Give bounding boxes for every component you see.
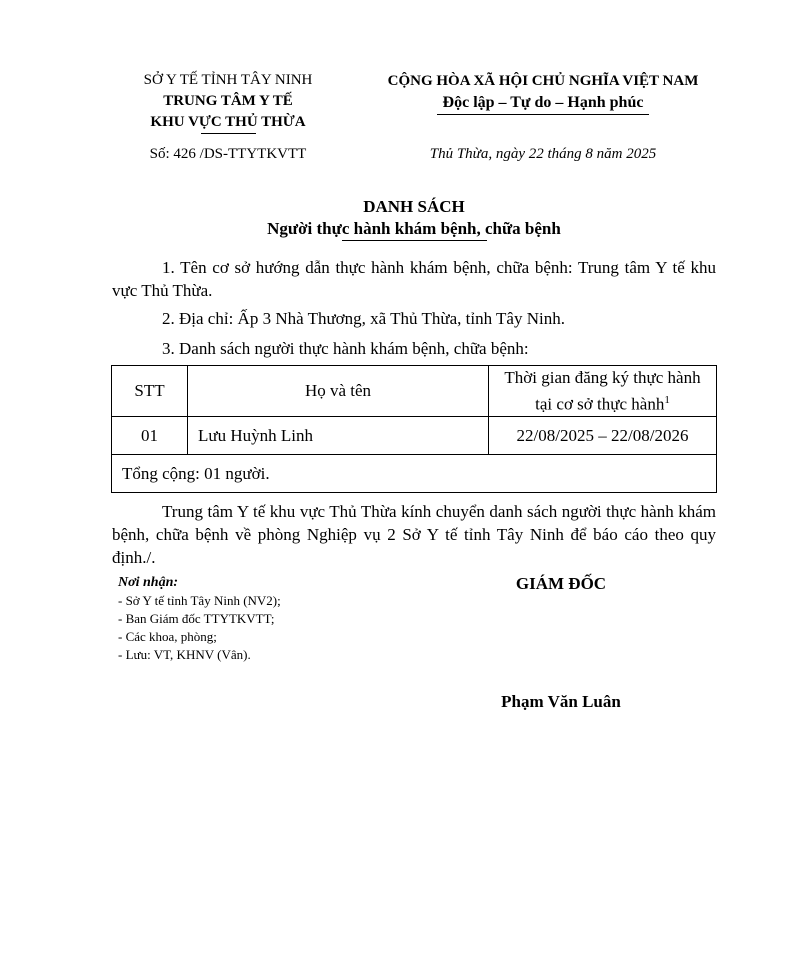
title-underline xyxy=(342,240,487,241)
row-stt: 01 xyxy=(112,417,188,455)
recipients-block xyxy=(118,574,378,664)
place-date: Thủ Thừa, ngày 22 tháng 8 năm 2025 xyxy=(429,146,657,162)
table-total: Tổng cộng: 01 người. xyxy=(112,455,717,493)
table-row xyxy=(112,417,717,455)
recipients-title: Nơi nhận: xyxy=(118,575,179,590)
agency-underline xyxy=(201,133,256,134)
practitioner-table xyxy=(111,365,717,493)
footnote-mark: 1 xyxy=(664,393,670,406)
table-total-row xyxy=(112,455,717,493)
recipient-item: - Ban Giám đốc TTYTKVTT; xyxy=(118,611,275,626)
header-stt: STT xyxy=(112,366,188,417)
document-number: Số: 426 /DS-TTYTKVTT xyxy=(149,146,307,162)
recipient-item: - Các khoa, phòng; xyxy=(118,629,217,644)
issuing-agency-block xyxy=(112,70,344,134)
agency-name-line2: KHU VỰC THỦ THỪA xyxy=(150,114,306,130)
row-name: Lưu Huỳnh Linh xyxy=(198,425,313,445)
republic-title: CỘNG HÒA XÃ HỘI CHỦ NGHĨA VIỆT NAM xyxy=(387,73,699,89)
header-name: Họ và tên xyxy=(188,366,489,417)
motto-underline xyxy=(437,114,649,115)
signer-title: GIÁM ĐỐC xyxy=(515,574,607,593)
recipient-item: - Lưu: VT, KHNV (Vân). xyxy=(118,647,251,662)
header-period-line2: tại cơ sở thực hành xyxy=(535,394,665,414)
row-period: 22/08/2025 – 22/08/2026 xyxy=(489,417,717,455)
closing-paragraph: Trung tâm Y tế khu vực Thủ Thừa kính chuyển danh sách người thực hành khám bệnh, chữa bệnh về phòng Nghiệp vụ 2 Sở Y tế tỉnh Tây Ninh để báo cáo theo quy định./. xyxy=(112,502,716,567)
item-facility-name: 1. Tên cơ sở hướng dẫn thực hành khám bệnh, chữa bệnh: Trung tâm Y tế khu vực Thủ Thừa. xyxy=(112,258,716,300)
header-period-line1: Thời gian đăng ký thực hành xyxy=(504,367,701,387)
national-motto: Độc lập – Tự do – Hạnh phúc xyxy=(442,94,644,111)
agency-department: SỞ Y TẾ TỈNH TÂY NINH xyxy=(143,72,313,88)
signer-name: Phạm Văn Luân xyxy=(501,692,621,711)
document-title: DANH SÁCH xyxy=(363,197,465,216)
header-period xyxy=(489,366,717,417)
recipient-item: - Sở Y tế tỉnh Tây Ninh (NV2); xyxy=(118,593,281,608)
item-address: 2. Địa chỉ: Ấp 3 Nhà Thương, xã Thủ Thừa, tỉnh Tây Ninh. xyxy=(162,309,565,328)
document-subtitle: Người thực hành khám bệnh, chữa bệnh xyxy=(267,219,561,238)
agency-name-line1: TRUNG TÂM Y TẾ xyxy=(163,93,293,109)
row-name-cell xyxy=(188,417,489,455)
document-title-block xyxy=(112,196,716,240)
national-title-block xyxy=(360,70,726,115)
table-header-row xyxy=(112,366,717,417)
item-list-intro: 3. Danh sách người thực hành khám bệnh, chữa bệnh: xyxy=(162,339,529,358)
